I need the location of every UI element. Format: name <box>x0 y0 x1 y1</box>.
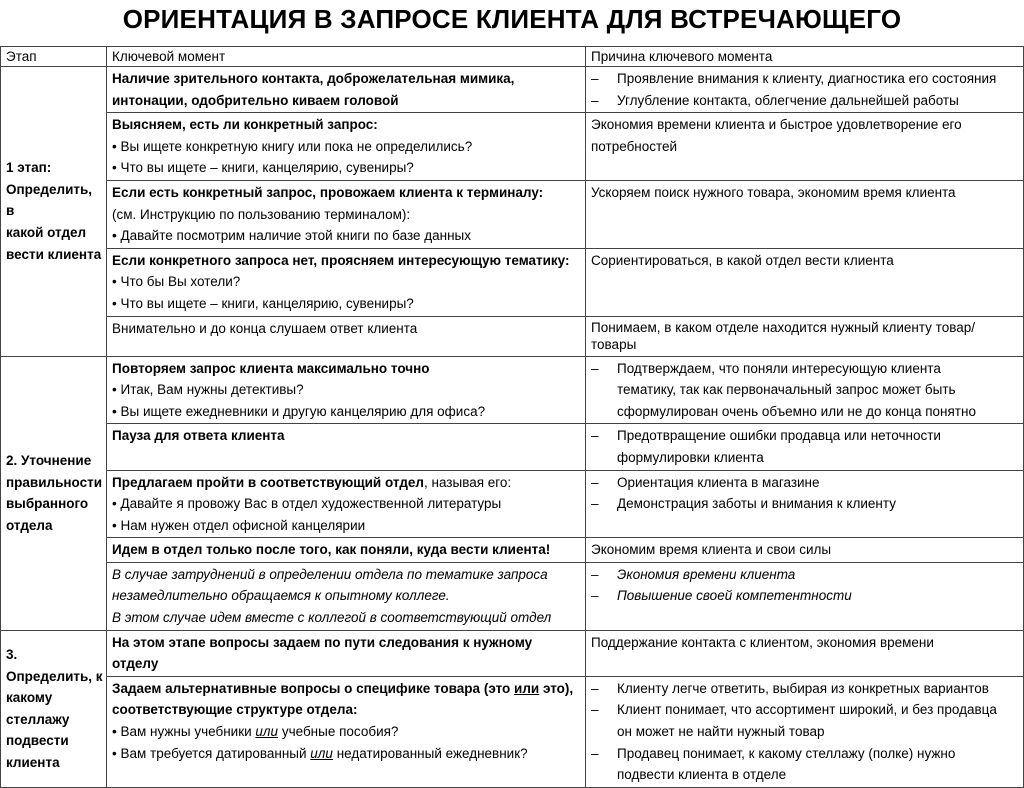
header-key-moment: Ключевой момент <box>107 47 586 67</box>
key-moment-title-rest: , называя его: <box>423 474 512 490</box>
dash-marker: – <box>591 680 599 696</box>
key-moment-title-part: Задаем альтернативные вопросы о специфике товара (это <box>112 680 515 696</box>
reason-item-continued: подвести клиента в отделе <box>617 767 787 783</box>
table-row <box>1 180 1024 248</box>
reason-text: Демонстрация заботы и внимания к клиенту <box>617 496 896 512</box>
key-moment-cell <box>107 316 586 356</box>
reason-text: Предотвращение ошибки продавца или неточности <box>617 428 941 444</box>
bullet-marker: • <box>112 724 117 740</box>
stage-label-line: Определить, в <box>6 181 93 219</box>
bullet-item <box>112 293 580 315</box>
key-moment-cell <box>107 538 586 563</box>
key-moment-cell <box>107 424 586 470</box>
bullet-text: Нам нужен отдел офисной канцелярии <box>120 517 366 533</box>
table-row <box>1 67 1024 113</box>
key-moment-title: Повторяем запрос клиента максимально точно <box>112 360 430 376</box>
table-header-row <box>1 47 1024 67</box>
underlined-word: или <box>310 745 333 761</box>
key-moment-text: интонации, одобрительно киваем головой <box>112 92 399 108</box>
bullet-marker: • <box>112 138 117 154</box>
key-moment-title-part: это), <box>539 680 574 696</box>
reason-text: Экономия времени клиента <box>617 566 796 582</box>
reason-text: Клиент понимает, что ассортимент широкий, и без продавца <box>617 702 997 718</box>
reason-cell <box>586 113 1024 181</box>
key-moment-cell <box>107 67 586 113</box>
reason-text: Экономия времени клиента и быстрое удовлетворение его потребностей <box>591 117 962 154</box>
key-moment-cell <box>107 562 586 630</box>
dash-marker: – <box>591 702 599 718</box>
reason-item-continued: он может не найти нужный товар <box>617 724 825 740</box>
reason-text: Экономим время клиента и свои силы <box>591 542 832 558</box>
stage-label-line: 1 этап: <box>6 160 52 176</box>
key-moment-cell <box>107 113 586 181</box>
reason-cell <box>586 424 1024 470</box>
stage-label-line: 3. <box>6 646 18 662</box>
stage-label-line: стеллажу <box>6 711 70 727</box>
reason-text: Понимаем, в каком отделе находится нужный клиенту товар/товары <box>591 319 976 352</box>
key-moment-text: На этом этапе вопросы задаем по пути следования к нужному <box>112 634 533 650</box>
reason-cell <box>586 562 1024 630</box>
bullet-marker: • <box>112 403 117 419</box>
reason-item <box>591 743 1018 765</box>
bullet-text: Давайте посмотрим наличие этой книги по базе данных <box>120 228 471 244</box>
key-moment-cell <box>107 180 586 248</box>
reason-item <box>591 493 1018 515</box>
table-row <box>1 562 1024 630</box>
stage-label-line: вести клиента <box>6 246 102 262</box>
stage-label-line: какому <box>6 690 53 706</box>
key-moment-text: незамедлительно обращаемся к опытному коллеге. <box>112 588 450 604</box>
bullet-item <box>112 721 580 743</box>
bullet-text: Давайте я провожу Вас в отдел художественной литературы <box>120 496 502 512</box>
table-row <box>1 470 1024 538</box>
reason-item <box>591 68 1018 90</box>
reason-cell <box>586 67 1024 113</box>
key-moment-title: Если конкретного запроса нет, проясняем интересующую тематику: <box>112 252 570 268</box>
reason-item-continued: формулировки клиента <box>617 449 764 465</box>
key-moment-title-bold: Предлагаем пройти в соответствующий отдел <box>112 474 424 490</box>
stage-2-cell <box>1 356 107 630</box>
key-moment-title: соответствующие структуре отдела: <box>112 702 358 718</box>
bullet-marker: • <box>112 382 117 398</box>
reason-text: Ориентация клиента в магазине <box>617 474 820 490</box>
reason-cell <box>586 316 1024 356</box>
table-row <box>1 424 1024 470</box>
key-moment-text: отделу <box>112 656 159 672</box>
stage-label-line: подвести <box>6 733 69 749</box>
reason-cell <box>586 538 1024 563</box>
dash-marker: – <box>591 566 599 582</box>
bullet-text: Что вы ищете – книги, канцелярию, сувениры? <box>120 295 414 311</box>
reason-item <box>591 564 1018 586</box>
stage-label-line: отдела <box>6 517 53 533</box>
bullet-text: Вам требуется датированный <box>120 745 311 761</box>
bullet-text: Что вы ищете – книги, канцелярию, сувениры? <box>120 160 414 176</box>
reason-cell <box>586 676 1024 787</box>
table-row <box>1 630 1024 676</box>
key-moment-title <box>112 472 580 494</box>
dash-marker: – <box>591 474 599 490</box>
reason-item <box>591 358 1018 380</box>
dash-marker: – <box>591 496 599 512</box>
table-row <box>1 113 1024 181</box>
dash-marker: – <box>591 588 599 604</box>
key-moment-text: В случае затруднений в определении отдела по тематике запроса <box>112 566 548 582</box>
reason-item <box>591 585 1018 607</box>
bullet-item <box>112 401 580 423</box>
key-moment-title: Если есть конкретный запрос, провожаем клиента к терминалу: <box>112 184 544 200</box>
bullet-item <box>112 743 580 765</box>
key-moment-cell <box>107 470 586 538</box>
key-moment-title: Выясняем, есть ли конкретный запрос: <box>112 117 378 133</box>
key-moment-text: Наличие зрительного контакта, доброжелательная мимика, <box>112 71 515 86</box>
bullet-item <box>112 157 580 179</box>
reason-cell <box>586 630 1024 676</box>
dash-marker: – <box>591 360 599 376</box>
stage-label-line: правильности <box>6 474 103 490</box>
bullet-marker: • <box>112 496 117 512</box>
bullet-marker: • <box>112 295 117 311</box>
reason-item-continued: тематику, так как первоначальный запрос может быть <box>617 382 956 398</box>
orientation-table <box>0 46 1024 788</box>
bullet-text: Что бы Вы хотели? <box>120 274 241 290</box>
stage-label-line: Определить, к <box>6 668 103 684</box>
key-moment-cell <box>107 248 586 316</box>
reason-item <box>591 699 1018 721</box>
reason-text: Продавец понимает, к какому стеллажу (полке) нужно <box>617 745 956 761</box>
bullet-text: Вам нужны учебники <box>120 724 256 740</box>
key-moment-text: Идем в отдел только после того, как поняли, куда вести клиента! <box>112 542 551 558</box>
dash-marker: – <box>591 428 599 444</box>
bullet-item <box>112 271 580 293</box>
reason-item-continued: сформулирован очень объемно или не до конца понятно <box>617 403 976 419</box>
header-reason: Причина ключевого момента <box>586 47 1024 67</box>
table-row <box>1 316 1024 356</box>
reason-cell <box>586 180 1024 248</box>
stage-1-cell <box>1 67 107 357</box>
reason-cell <box>586 248 1024 316</box>
bullet-item <box>112 493 580 515</box>
reason-item <box>591 678 1018 700</box>
dash-marker: – <box>591 92 599 108</box>
bullet-marker: • <box>112 228 117 244</box>
stage-label-line: какой отдел <box>6 225 87 241</box>
stage-label-line: клиента <box>6 754 60 770</box>
key-moment-cell <box>107 356 586 424</box>
table-row <box>1 538 1024 563</box>
key-moment-text: Внимательно и до конца слушаем ответ клиента <box>112 320 418 336</box>
bullet-text: недатированный ежедневник? <box>332 745 528 761</box>
bullet-item <box>112 225 580 247</box>
stage-label-line: 2. Уточнение <box>6 452 92 468</box>
bullet-text: Вы ищете конкретную книгу или пока не определились? <box>120 138 473 154</box>
bullet-item <box>112 515 580 537</box>
header-stage: Этап <box>1 47 107 67</box>
reason-item <box>591 472 1018 494</box>
reason-item <box>591 90 1018 112</box>
table-row <box>1 356 1024 424</box>
reason-cell <box>586 356 1024 424</box>
key-moment-text: Пауза для ответа клиента <box>112 428 285 444</box>
table-row <box>1 248 1024 316</box>
reason-text: Подтверждаем, что поняли интересующую клиента <box>617 360 941 376</box>
page-title: ОРИЕНТАЦИЯ В ЗАПРОСЕ КЛИЕНТА ДЛЯ ВСТРЕЧАЮЩЕГО <box>122 4 902 34</box>
bullet-text: Вы ищете ежедневники и другую канцелярию для офиса? <box>120 403 486 419</box>
bullet-marker: • <box>112 517 117 533</box>
key-moment-cell <box>107 630 586 676</box>
dash-marker: – <box>591 745 599 761</box>
reason-text: Ускоряем поиск нужного товара, экономим время клиента <box>591 184 956 200</box>
reason-cell <box>586 470 1024 538</box>
bullet-marker: • <box>112 160 117 176</box>
reason-text: Повышение своей компетентности <box>617 588 852 604</box>
reason-text: Клиенту легче ответить, выбирая из конкретных вариантов <box>617 680 989 696</box>
underlined-word: или <box>255 724 279 740</box>
reason-text: Проявление внимания к клиенту, диагностика его состояния <box>617 71 997 86</box>
key-moment-title <box>112 678 580 700</box>
table-row <box>1 676 1024 787</box>
bullet-marker: • <box>112 274 117 290</box>
bullet-text: учебные пособия? <box>278 724 399 740</box>
reason-item <box>591 425 1018 447</box>
key-moment-text: (см. Инструкцию по пользованию терминалом): <box>112 206 411 222</box>
bullet-item <box>112 136 580 158</box>
bullet-item <box>112 379 580 401</box>
key-moment-cell <box>107 676 586 787</box>
dash-marker: – <box>591 71 599 86</box>
bullet-text: Итак, Вам нужны детективы? <box>120 382 304 398</box>
underlined-word: или <box>514 680 540 696</box>
stage-label-line: выбранного <box>6 496 89 512</box>
reason-text: Поддержание контакта с клиентом, экономия времени <box>591 634 934 650</box>
stage-3-cell <box>1 630 107 787</box>
key-moment-text: В этом случае идем вместе с коллегой в соответствующий отдел <box>112 610 552 626</box>
reason-text: Сориентироваться, в какой отдел вести клиента <box>591 252 894 268</box>
reason-text: Углубление контакта, облегчение дальнейшей работы <box>617 92 959 108</box>
bullet-marker: • <box>112 745 117 761</box>
